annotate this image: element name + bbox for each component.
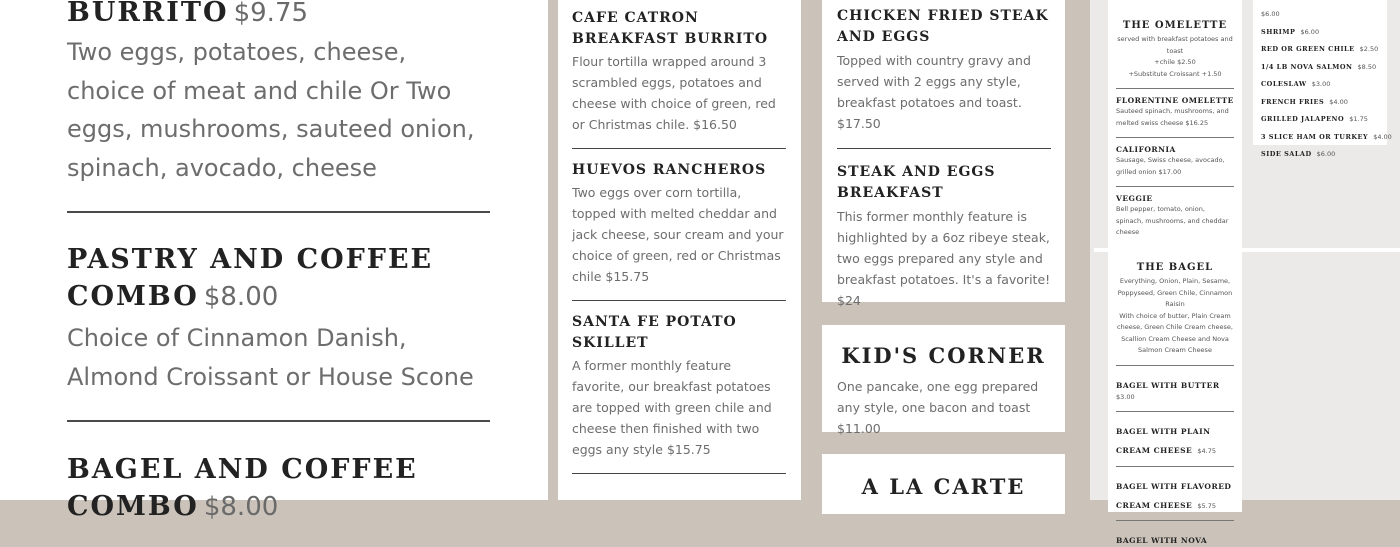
item-price: $4.00 bbox=[1373, 132, 1392, 141]
section-title: THE OMELETTE bbox=[1122, 20, 1228, 31]
menu-item bbox=[67, 0, 490, 187]
kids-corner-panel bbox=[822, 325, 1065, 436]
item-name: PASTRY AND COFFEE COMBO bbox=[67, 244, 434, 312]
list-item bbox=[1261, 3, 1385, 21]
item-price: $4.00 bbox=[1329, 97, 1348, 106]
section-title: KID'S CORNER bbox=[841, 343, 1046, 368]
item-name: FLORENTINE OMELETTE bbox=[1116, 96, 1234, 105]
item-name: VEGGIE bbox=[1116, 194, 1153, 203]
item-name: 1/4 LB NOVA SALMON bbox=[1261, 62, 1353, 71]
item-price: $6.00 bbox=[1261, 10, 1280, 18]
divider bbox=[572, 473, 786, 474]
item-price: $5.75 bbox=[1197, 501, 1216, 510]
item-name: SIDE SALAD bbox=[1261, 150, 1312, 158]
item-description: Sauteed spinach, mushrooms, and melted swiss cheese $16.25 bbox=[1116, 107, 1229, 127]
item-name: SANTA FE POTATO SKILLET bbox=[572, 314, 737, 351]
section-title: A LA CARTE bbox=[861, 474, 1026, 499]
item-price: $6.00 bbox=[1316, 150, 1336, 158]
menu-item bbox=[67, 451, 490, 525]
divider bbox=[1116, 137, 1234, 138]
item-description: Bell pepper, tomato, onion, spinach, mushrooms, and cheddar cheese bbox=[1116, 205, 1229, 236]
list-item bbox=[1261, 56, 1385, 74]
menu-item bbox=[67, 241, 490, 396]
section-title: THE BAGEL bbox=[1136, 262, 1214, 273]
item-name: CAFE CATRON BREAKFAST BURRITO bbox=[572, 10, 769, 47]
item-price: $6.00 bbox=[1300, 27, 1320, 36]
divider bbox=[1116, 365, 1234, 366]
item-name: RED OR GREEN CHILE bbox=[1261, 45, 1355, 53]
menu-item bbox=[572, 312, 786, 460]
item-description: This former monthly feature is highlighted by a 6oz ribeye steak, two eggs prepared any style and breakfast potatoes. It's a favorite! $24 bbox=[837, 209, 1051, 308]
list-item bbox=[1261, 21, 1385, 39]
list-item bbox=[1261, 38, 1385, 56]
item-name: BAGEL AND COFFEE COMBO bbox=[67, 454, 418, 522]
item-name: BURRITO bbox=[67, 0, 229, 28]
item-description: Two eggs over corn tortilla, topped with melted cheddar and jack cheese, sour cream and your choice of green, red or Christmas chile $15.75 bbox=[572, 185, 784, 284]
item-description: Two eggs, potatoes, cheese, choice of meat and chile Or Two eggs, mushrooms, sauteed onion, spinach, avocado, cheese bbox=[67, 38, 475, 182]
item-price: $3.00 bbox=[1116, 392, 1135, 401]
item-description: Sausage, Swiss cheese, avocado, grilled onion $17.00 bbox=[1116, 156, 1225, 176]
list-item bbox=[1261, 126, 1392, 144]
item-description: Topped with country gravy and served with 2 eggs any style, breakfast potatoes and toast. $17.50 bbox=[837, 53, 1031, 131]
a-la-carte-list-panel bbox=[1253, 0, 1392, 158]
bagel-panel bbox=[1108, 252, 1242, 545]
menu-item bbox=[1116, 474, 1234, 513]
item-description: A former monthly feature favorite, our breakfast potatoes are topped with green chile and cheese then finished with two eggs any style $15.75 bbox=[572, 358, 772, 457]
menu-item bbox=[837, 6, 1051, 134]
item-name: GRILLED JALAPENO bbox=[1261, 115, 1345, 123]
divider bbox=[1116, 88, 1234, 89]
item-name: BAGEL WITH BUTTER bbox=[1116, 380, 1220, 390]
list-item bbox=[1261, 91, 1385, 109]
menu-item bbox=[1116, 528, 1234, 547]
item-name: COLESLAW bbox=[1261, 80, 1307, 88]
menu-item bbox=[572, 8, 786, 135]
section-intro: +chile $2.50 bbox=[1154, 58, 1196, 66]
list-item bbox=[1261, 108, 1385, 126]
item-name: BAGEL WITH NOVA bbox=[1116, 536, 1208, 545]
item-name: HUEVOS RANCHEROS bbox=[572, 162, 767, 178]
omelette-panel bbox=[1108, 0, 1242, 248]
item-description: Choice of Cinnamon Danish, Almond Croissant or House Scone bbox=[67, 324, 474, 391]
a-la-carte-heading-panel bbox=[822, 454, 1065, 514]
divider bbox=[1116, 520, 1234, 521]
menu-item bbox=[837, 162, 1051, 311]
menu-item bbox=[572, 160, 786, 287]
divider bbox=[67, 211, 490, 213]
item-price: $4.75 bbox=[1197, 447, 1216, 455]
divider bbox=[1116, 411, 1234, 412]
section-intro: Everything, Onion, Plain, Sesame, Poppyseed, Green Chile, Cinnamon Raisin bbox=[1117, 277, 1233, 308]
menu-item bbox=[1116, 419, 1234, 458]
item-price: $2.50 bbox=[1359, 45, 1379, 53]
divider bbox=[67, 420, 490, 422]
item-price: $8.50 bbox=[1357, 62, 1377, 71]
item-name: 3 SLICE HAM OR TURKEY bbox=[1261, 132, 1369, 141]
section-intro: With choice of butter, Plain Cream cheese, Green Chile Cream cheese, Scallion Cream Cheese and Nova Salmon Cream Cheese bbox=[1117, 311, 1233, 354]
menu-panel-breakfast bbox=[558, 0, 801, 500]
item-name: STEAK AND EGGS BREAKFAST bbox=[837, 164, 996, 201]
item-price: $3.00 bbox=[1311, 80, 1331, 88]
menu-item bbox=[1116, 373, 1234, 404]
item-price: $8.00 bbox=[203, 282, 279, 312]
list-item bbox=[1261, 143, 1385, 161]
divider bbox=[1116, 466, 1234, 467]
item-price: $8.00 bbox=[203, 492, 279, 522]
list-item bbox=[1261, 73, 1385, 91]
divider bbox=[837, 148, 1051, 149]
item-description: One pancake, one egg prepared any style, one bacon and toast $11.00 bbox=[837, 379, 1039, 436]
menu-panel-zoomed bbox=[0, 0, 548, 522]
item-price: $1.75 bbox=[1349, 115, 1368, 123]
section-intro: served with breakfast potatoes and toast bbox=[1117, 35, 1233, 55]
item-price: $9.75 bbox=[233, 0, 309, 28]
divider bbox=[572, 148, 786, 149]
menu-panel-steak bbox=[822, 0, 1065, 308]
item-description: Flour tortilla wrapped around 3 scrambled eggs, potatoes and cheese with choice of green, red or Christmas chile. $16.50 bbox=[572, 54, 776, 132]
item-name: FRENCH FRIES bbox=[1261, 97, 1325, 106]
divider bbox=[572, 300, 786, 301]
divider bbox=[1116, 186, 1234, 187]
item-name: BAGEL WITH PLAIN CREAM CHEESE bbox=[1116, 427, 1211, 455]
item-name: CHICKEN FRIED STEAK AND EGGS bbox=[837, 8, 1049, 45]
item-name: SHRIMP bbox=[1261, 27, 1296, 36]
section-intro: +Substitute Croissant +1.50 bbox=[1128, 69, 1222, 78]
item-name: BAGEL WITH FLAVORED CREAM CHEESE bbox=[1116, 481, 1232, 510]
item-name: CALIFORNIA bbox=[1116, 145, 1176, 154]
